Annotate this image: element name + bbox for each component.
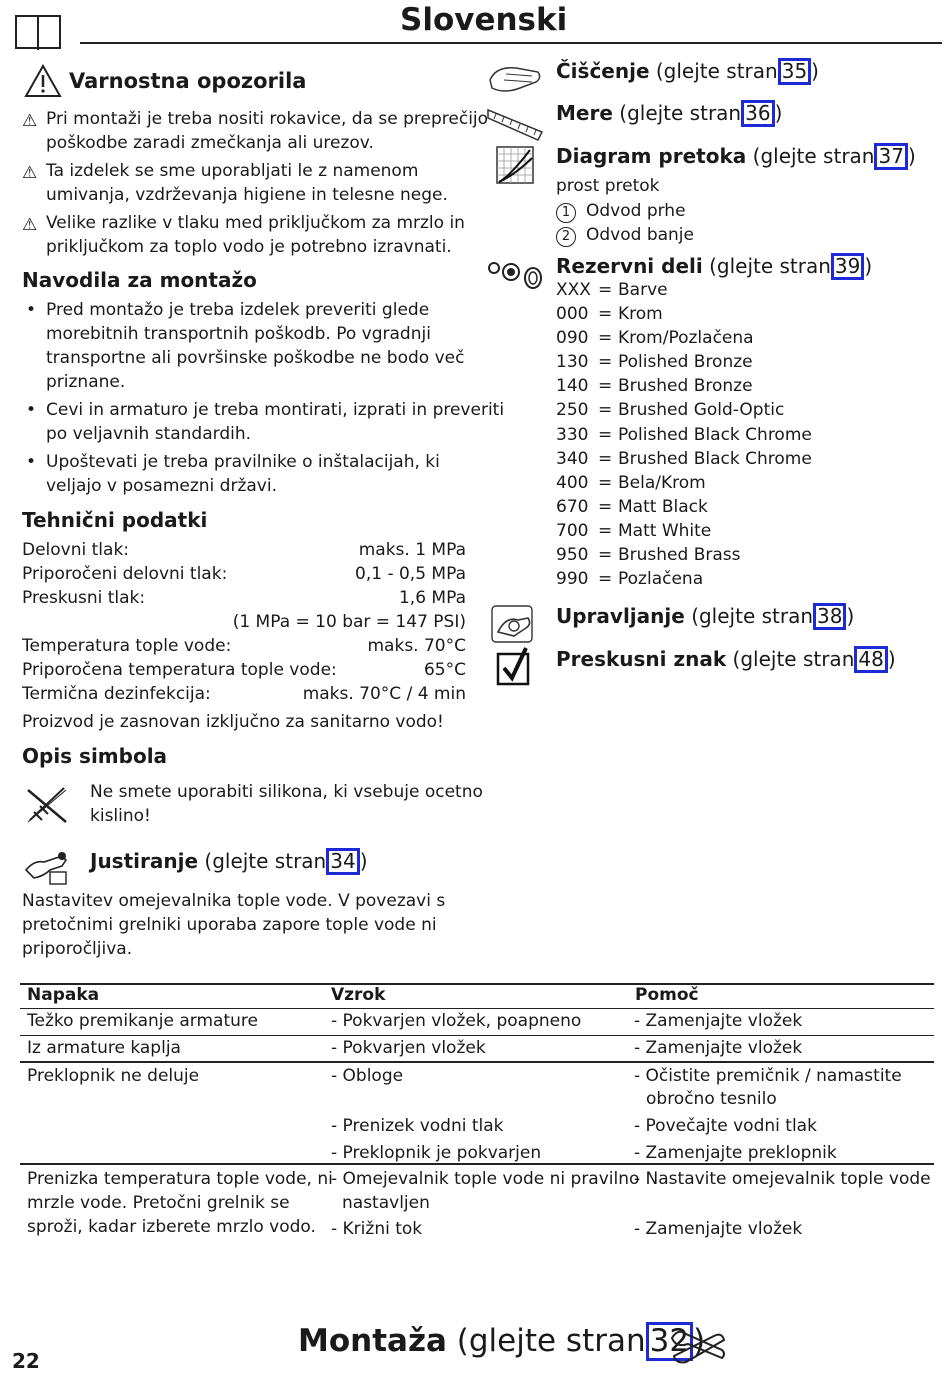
fault-cell: Prenizka temperatura tople vode, ni [27,1169,333,1189]
page-link[interactable]: 35 [778,58,811,85]
color-code-row [556,302,812,326]
tech-table [22,538,466,734]
install-title: Navodila za montažo [22,268,257,292]
equals-sign: = [598,304,613,325]
justiranje-line: pretočnimi grelniki uporaba zapore tople vode ni [22,915,437,935]
footer-heading [298,1322,705,1361]
book-icon [14,12,62,52]
tech-label: Priporočena temperatura tople vode: [22,660,337,680]
symbols-line: Ne smete uporabiti silikona, ki vsebuje ocetno [90,782,483,802]
equals-sign: = [598,545,613,566]
number-circle: 1 [556,203,576,223]
fault-cell: Težko premikanje armature [27,1011,258,1031]
flow-heading [556,143,916,170]
install-text: po veljavnih standardih. [46,424,252,444]
color-code-row [556,495,812,519]
install-text: priznane. [46,372,126,392]
tech-title: Tehnični podatki [22,508,208,532]
safety-text: Ta izdelek se sme uporabljati le z namenom [46,161,419,181]
color-name: Matt White [618,520,712,541]
symbols-title: Opis simbola [22,744,168,768]
color-code-row [556,350,812,374]
color-name: Bela/Krom [618,472,706,493]
tech-value: maks. 70°C / 4 min [302,684,466,704]
page-link[interactable]: 36 [741,100,774,127]
ruler-icon [486,102,544,142]
justiranje-line: priporočljiva. [22,939,133,959]
table-header-cause: Vzrok [331,985,386,1005]
tools-icon [668,1326,728,1366]
tech-value: (1 MPa = 10 bar = 147 PSI) [232,612,466,632]
cause-cell: - Pokvarjen vložek, poapneno [331,1011,582,1031]
tech-label: Delovni tlak: [22,540,130,560]
paren-close: ) [359,849,368,873]
number-circle: 2 [556,227,576,247]
operation-title: Upravljanje [556,604,685,628]
color-code: 950 [556,545,589,566]
see-page-text: (glejte stran [655,59,778,83]
cleaning-title: Čiščenje [556,59,650,83]
remedy-cell: obročno tesnilo [646,1089,777,1109]
justiranje-title: Justiranje [90,849,199,873]
color-code: 090 [556,328,589,349]
tech-label: Termična dezinfekcija: [22,684,211,704]
flow-diagram-icon [496,146,534,184]
equals-sign: = [598,472,613,493]
page-link[interactable]: 32 [646,1322,693,1361]
remedy-cell: - Zamenjajte preklopnik [634,1143,837,1163]
table-row-rule [20,1061,934,1063]
cleaning-heading [556,58,819,85]
see-page-text: (glejte stran [732,647,855,671]
equals-sign: = [598,496,613,517]
see-page-text: (glejte stran [691,604,814,628]
install-text: morebitnih transportnih poškodb. Po vgradnji [46,324,431,344]
color-name: Matt Black [618,496,708,517]
color-code-row [556,423,812,447]
warning-icon [24,64,62,98]
tech-label: Priporočeni delovni tlak: [22,564,228,584]
equals-sign: = [598,376,613,397]
flow-item [556,199,694,224]
parts-title: Rezervni deli [556,254,703,278]
safety-text: Pri montaži je treba nositi rokavice, da se preprečijo [46,109,489,129]
symbols-line: kislino! [90,806,151,826]
bullet: • [26,300,37,320]
paren-close: ) [774,101,783,125]
color-code: 130 [556,352,589,373]
test-heading [556,646,896,673]
warning-small-icon: ⚠ [22,215,38,235]
justiranje-text [22,889,445,961]
tech-label: Preskusni tlak: [22,588,146,608]
cause-cell: - Pokvarjen vložek [331,1038,486,1058]
fault-cell: sproži, kadar izberete mrzlo vodo. [27,1217,316,1237]
operation-hand-icon [488,602,542,646]
see-page-text: (glejte stran [752,144,875,168]
warning-small-icon: ⚠ [22,163,38,183]
remedy-cell: - Povečajte vodni tlak [634,1116,817,1136]
equals-sign: = [598,448,613,469]
fault-cell: mrzle vode. Pretočni grelnik se [27,1193,290,1213]
color-code: 700 [556,520,589,541]
color-name: Polished Bronze [618,352,753,373]
color-name: Brushed Gold-Optic [618,400,785,421]
color-code-row [556,447,812,471]
color-code-row [556,374,812,398]
safety-text: Velike razlike v tlaku med priključkom za mrzlo in [46,213,465,233]
safety-item [22,211,472,259]
paren-close: ) [846,604,855,628]
install-item [22,298,472,394]
test-title: Preskusni znak [556,647,727,671]
remedy-cell: - Zamenjajte vložek [634,1038,803,1058]
color-code: 250 [556,400,589,421]
paren-close: ) [864,254,873,278]
justiranje-heading [90,848,368,875]
equals-sign: = [598,352,613,373]
safety-text: poškodbe zaradi zmečkanja ali urezov. [46,133,374,153]
color-name: Pozlačena [618,569,704,590]
tech-value: 65°C [423,660,466,680]
equals-sign: = [598,569,613,590]
paren-close: ) [887,647,896,671]
remedy-cell: - Očistite premičnik / namastite [634,1066,902,1086]
cause-cell: nastavljen [342,1193,430,1213]
remedy-cell: - Zamenjajte vložek [634,1219,803,1239]
flow-item-text: Odvod banje [586,225,694,245]
tech-row [22,562,466,586]
cause-cell: - Prenizek vodni tlak [331,1116,504,1136]
fault-cell: Preklopnik ne deluje [27,1066,200,1086]
install-text: Upoštevati je treba pravilnike o inštalacijah, ki [46,452,440,472]
color-code: XXX [556,280,591,300]
cause-cell: - Omejevalnik tople vode ni pravilno [331,1169,640,1189]
tech-value: maks. 70°C [367,636,466,656]
equals-sign: = [598,520,613,541]
remedy-cell: - Zamenjajte vložek [634,1011,803,1031]
cause-cell: - Preklopnik je pokvarjen [331,1143,542,1163]
color-name: Barve [618,280,668,300]
color-code-row [556,519,812,543]
dimensions-title: Mere [556,101,613,125]
cause-cell: - Križni tok [331,1219,423,1239]
flow-item-text: Odvod prhe [586,200,686,221]
table-header-fault: Napaka [27,985,100,1005]
install-text: transportne ali površinske poškodbe ne bodo več [46,348,465,368]
color-name: Brushed Black Chrome [618,448,812,469]
install-text: Pred montažo je treba izdelek preveriti glede [46,300,430,320]
see-page-text: (glejte stran [619,101,742,125]
safety-list [22,107,489,259]
dimensions-heading [556,100,782,127]
checkbox-check-icon [496,646,532,686]
cause-cell: - Obloge [331,1066,404,1086]
flow-legend [556,174,694,248]
install-text: Cevi in armaturo je treba montirati, izprati in preveriti [46,400,505,420]
color-name: Polished Black Chrome [618,424,812,445]
color-name: Brushed Brass [618,545,741,566]
justiranje-line: Nastavitev omejevalnika tople vode. V povezavi s [22,891,446,911]
tech-row [22,538,466,562]
color-code-row [556,543,812,567]
color-code: 400 [556,472,589,493]
color-code-list [556,278,812,591]
install-list [22,298,505,498]
safety-text: priključkom za toplo vodo je potrebno izravnati. [46,237,452,257]
color-code-row [556,398,812,422]
page-number: 22 [12,1349,40,1373]
parts-heading [556,253,872,280]
tech-value: 0,1 - 0,5 MPa [355,564,466,584]
equals-sign: = [598,280,613,300]
paren-close: ) [811,59,819,83]
page-link[interactable]: 34 [326,848,359,875]
table-top-rule [20,983,934,985]
see-page-text: (glejte stran [709,254,831,278]
page-link[interactable]: 38 [813,603,846,630]
color-code-row [556,278,812,302]
tech-label: Temperatura tople vode: [22,636,232,656]
install-item [22,450,472,498]
color-name: Brushed Bronze [618,376,753,397]
color-code: 340 [556,448,589,469]
header-rule [80,42,942,44]
equals-sign: = [598,400,613,421]
color-code: 000 [556,304,589,325]
page-link[interactable]: 37 [874,143,907,170]
safety-title: Varnostna opozorila [69,69,307,93]
page-link[interactable]: 48 [854,646,887,673]
color-code: 140 [556,376,589,397]
color-code: 330 [556,424,589,445]
table-header-rule [20,1008,934,1009]
bullet: • [26,452,37,472]
color-code-row [556,326,812,350]
fault-cell: Iz armature kaplja [27,1038,181,1058]
tech-value: maks. 1 MPa [358,540,466,560]
color-code: 990 [556,569,589,590]
tech-row [22,634,466,658]
tech-row [22,682,466,706]
flow-title: Diagram pretoka [556,144,747,168]
flow-item [556,223,694,248]
paren-close: ) [693,1323,706,1359]
symbols-text [90,780,483,828]
adjust-hand-icon [22,848,72,888]
safety-text: umivanja, vzdrževanja higiene in telesne nege. [46,185,448,205]
table-row-rule [20,1035,934,1036]
bullet: • [26,400,37,420]
table-header-remedy: Pomoč [635,985,699,1005]
page-title: Slovenski [400,2,568,38]
install-item [22,398,505,446]
tech-row [22,610,466,634]
paren-close: ) [907,144,916,168]
see-page-text: (glejte stran [204,849,327,873]
tech-value: 1,6 MPa [398,588,466,608]
safety-item [22,159,472,207]
table-row-rule [20,1163,934,1165]
flow-subtitle: prost pretok [556,176,660,196]
spare-parts-icon [486,256,546,292]
warning-small-icon: ⚠ [22,111,38,131]
install-text: veljajo v posamezni državi. [46,476,277,496]
tech-row [22,658,466,682]
tech-note: Proizvod je zasnovan izključno za sanitarno vodo! [22,712,444,732]
equals-sign: = [598,424,613,445]
safety-item [22,107,489,155]
color-name: Krom [618,304,663,325]
footer-title: Montaža [298,1323,447,1359]
page-link[interactable]: 39 [831,253,864,280]
color-name: Krom/Pozlačena [618,328,754,349]
equals-sign: = [598,328,613,349]
silicone-gun-icon [24,782,70,826]
cleaning-hand-icon [486,60,544,100]
remedy-cell: - Nastavite omejevalnik tople vode [634,1169,931,1189]
tech-row [22,586,466,610]
color-code-row [556,471,812,495]
operation-heading [556,603,854,630]
see-page-text: (glejte stran [456,1323,646,1359]
color-code: 670 [556,496,589,517]
color-code-row [556,567,812,591]
